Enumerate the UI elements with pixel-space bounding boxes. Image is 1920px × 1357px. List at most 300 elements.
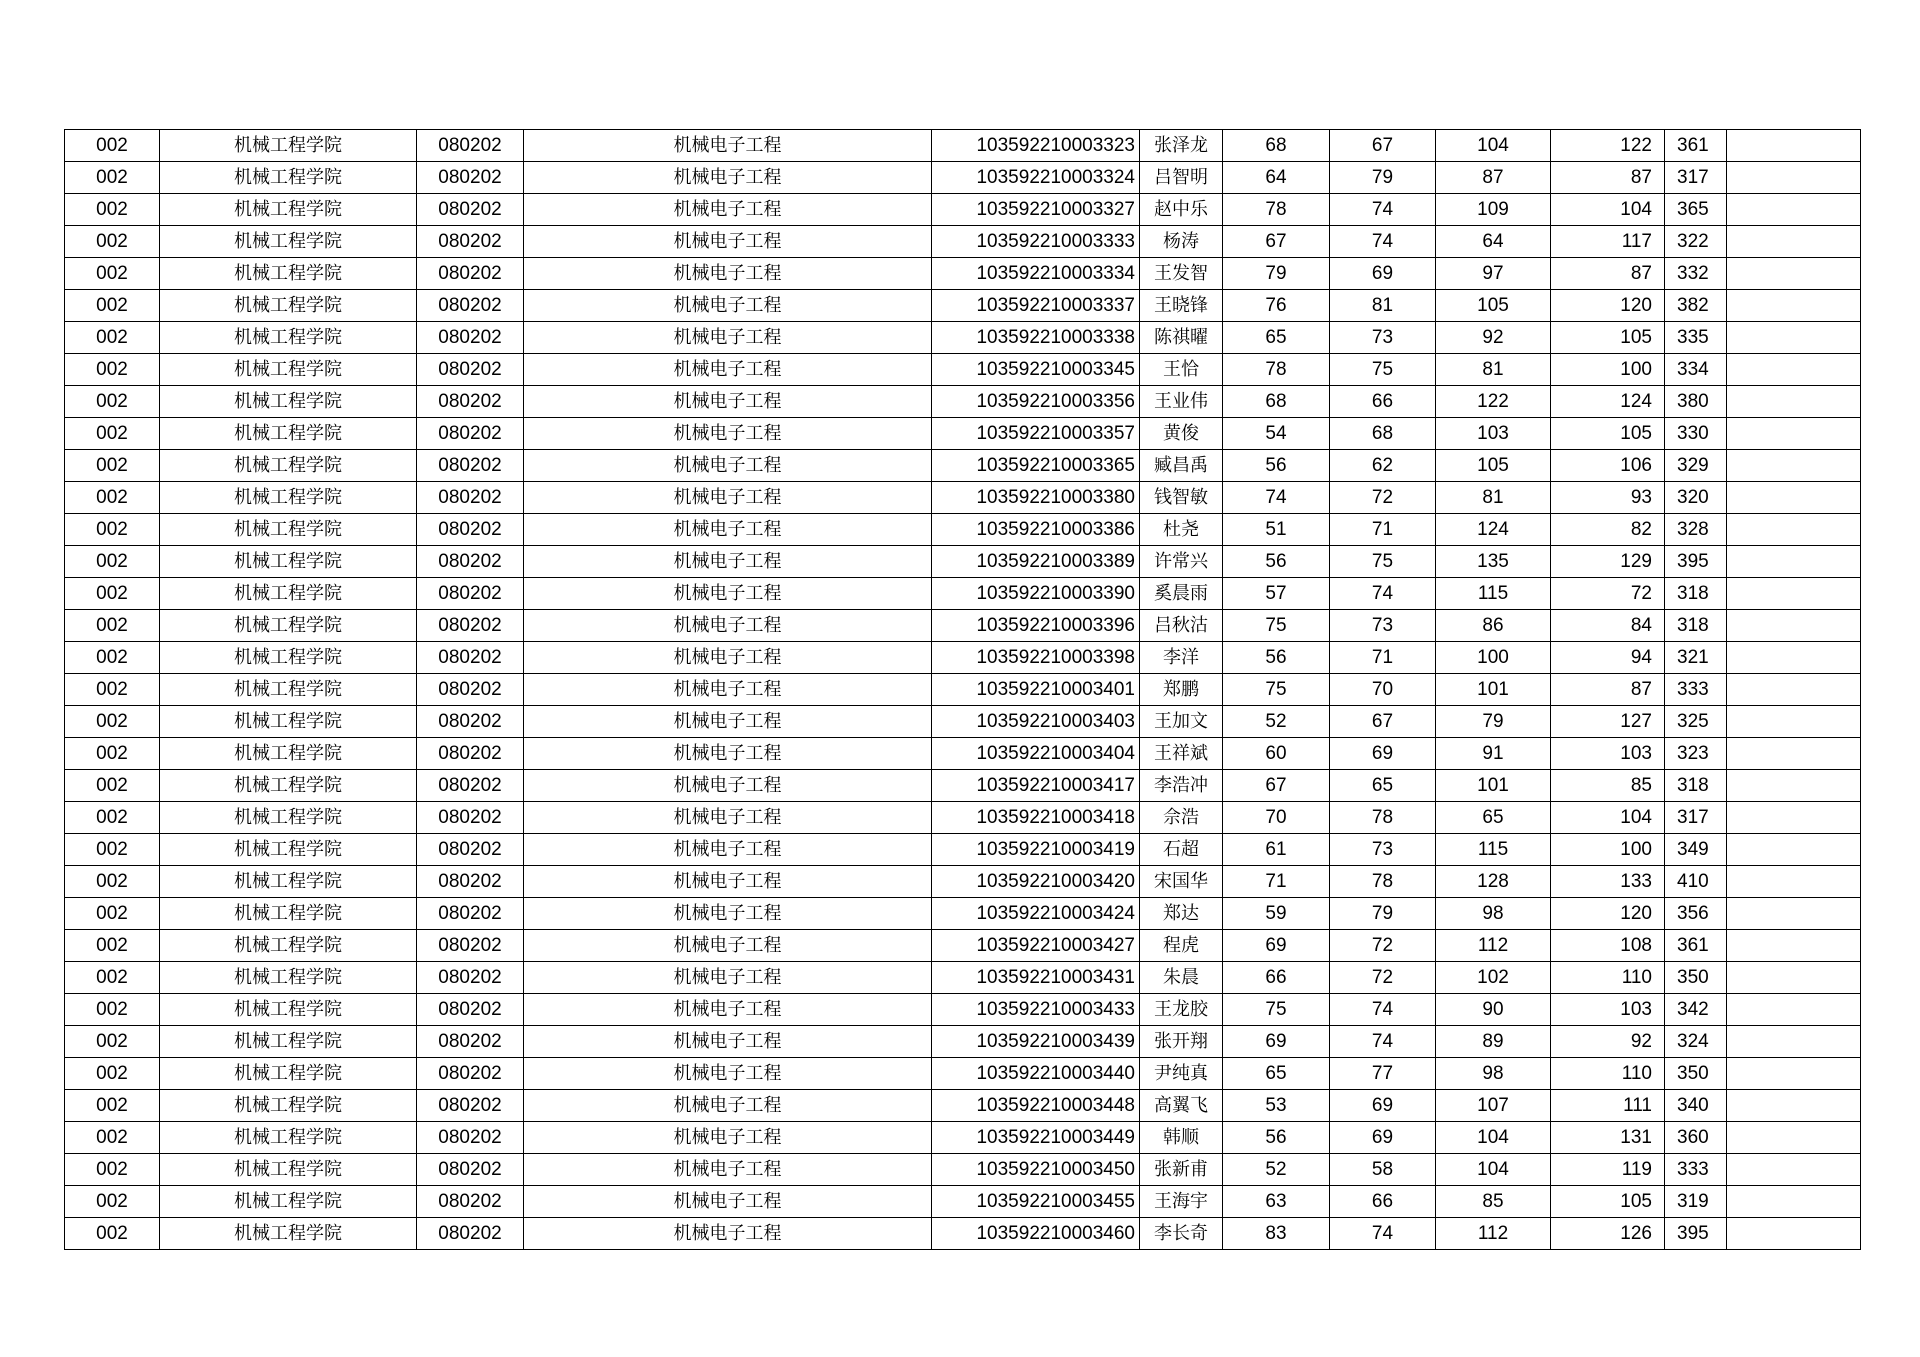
remark-cell bbox=[1727, 290, 1861, 322]
table-row bbox=[65, 1090, 1861, 1122]
student-name-cell: 高翼飞 bbox=[1140, 1090, 1223, 1122]
exam-id-cell: 103592210003380 bbox=[932, 482, 1140, 514]
exam-id-cell: 103592210003403 bbox=[932, 706, 1140, 738]
dept-code-cell: 002 bbox=[65, 994, 160, 1026]
student-name-cell: 佘浩 bbox=[1140, 802, 1223, 834]
major-name-cell: 机械电子工程 bbox=[524, 1026, 932, 1058]
subject1-score-cell: 124 bbox=[1436, 514, 1551, 546]
major-name-cell: 机械电子工程 bbox=[524, 1122, 932, 1154]
subject2-score-cell: 108 bbox=[1551, 930, 1665, 962]
dept-code-cell: 002 bbox=[65, 386, 160, 418]
subject2-score-cell: 133 bbox=[1551, 866, 1665, 898]
major-name-cell: 机械电子工程 bbox=[524, 610, 932, 642]
total-score-cell: 329 bbox=[1665, 450, 1727, 482]
major-code-cell: 080202 bbox=[417, 738, 524, 770]
score-table-body bbox=[65, 130, 1861, 1250]
total-score-cell: 395 bbox=[1665, 546, 1727, 578]
dept-name-cell: 机械工程学院 bbox=[160, 290, 417, 322]
total-score-cell: 395 bbox=[1665, 1218, 1727, 1250]
major-name-cell: 机械电子工程 bbox=[524, 450, 932, 482]
subject2-score-cell: 87 bbox=[1551, 258, 1665, 290]
exam-id-cell: 103592210003327 bbox=[932, 194, 1140, 226]
major-name-cell: 机械电子工程 bbox=[524, 482, 932, 514]
dept-code-cell: 002 bbox=[65, 770, 160, 802]
major-name-cell: 机械电子工程 bbox=[524, 162, 932, 194]
remark-cell bbox=[1727, 1186, 1861, 1218]
student-name-cell: 吕智明 bbox=[1140, 162, 1223, 194]
exam-id-cell: 103592210003427 bbox=[932, 930, 1140, 962]
dept-code-cell: 002 bbox=[65, 898, 160, 930]
exam-id-cell: 103592210003324 bbox=[932, 162, 1140, 194]
exam-id-cell: 103592210003449 bbox=[932, 1122, 1140, 1154]
dept-name-cell: 机械工程学院 bbox=[160, 194, 417, 226]
major-name-cell: 机械电子工程 bbox=[524, 194, 932, 226]
subject1-score-cell: 109 bbox=[1436, 194, 1551, 226]
remark-cell bbox=[1727, 642, 1861, 674]
subject1-score-cell: 79 bbox=[1436, 706, 1551, 738]
language-score-cell: 65 bbox=[1330, 770, 1436, 802]
total-score-cell: 321 bbox=[1665, 642, 1727, 674]
politics-score-cell: 83 bbox=[1223, 1218, 1330, 1250]
subject1-score-cell: 107 bbox=[1436, 1090, 1551, 1122]
language-score-cell: 73 bbox=[1330, 834, 1436, 866]
dept-code-cell: 002 bbox=[65, 1090, 160, 1122]
dept-name-cell: 机械工程学院 bbox=[160, 1122, 417, 1154]
remark-cell bbox=[1727, 866, 1861, 898]
total-score-cell: 319 bbox=[1665, 1186, 1727, 1218]
table-row bbox=[65, 642, 1861, 674]
total-score-cell: 330 bbox=[1665, 418, 1727, 450]
student-name-cell: 朱晨 bbox=[1140, 962, 1223, 994]
dept-name-cell: 机械工程学院 bbox=[160, 738, 417, 770]
subject1-score-cell: 92 bbox=[1436, 322, 1551, 354]
politics-score-cell: 67 bbox=[1223, 770, 1330, 802]
exam-id-cell: 103592210003439 bbox=[932, 1026, 1140, 1058]
total-score-cell: 365 bbox=[1665, 194, 1727, 226]
dept-code-cell: 002 bbox=[65, 418, 160, 450]
politics-score-cell: 54 bbox=[1223, 418, 1330, 450]
exam-id-cell: 103592210003455 bbox=[932, 1186, 1140, 1218]
dept-code-cell: 002 bbox=[65, 290, 160, 322]
politics-score-cell: 60 bbox=[1223, 738, 1330, 770]
major-name-cell: 机械电子工程 bbox=[524, 770, 932, 802]
student-name-cell: 李洋 bbox=[1140, 642, 1223, 674]
major-code-cell: 080202 bbox=[417, 1026, 524, 1058]
student-name-cell: 尹纯真 bbox=[1140, 1058, 1223, 1090]
dept-name-cell: 机械工程学院 bbox=[160, 1090, 417, 1122]
table-row bbox=[65, 130, 1861, 162]
major-code-cell: 080202 bbox=[417, 162, 524, 194]
major-code-cell: 080202 bbox=[417, 1218, 524, 1250]
major-code-cell: 080202 bbox=[417, 866, 524, 898]
subject2-score-cell: 110 bbox=[1551, 1058, 1665, 1090]
remark-cell bbox=[1727, 386, 1861, 418]
remark-cell bbox=[1727, 578, 1861, 610]
subject2-score-cell: 122 bbox=[1551, 130, 1665, 162]
table-row bbox=[65, 1026, 1861, 1058]
exam-id-cell: 103592210003419 bbox=[932, 834, 1140, 866]
dept-code-cell: 002 bbox=[65, 1218, 160, 1250]
major-code-cell: 080202 bbox=[417, 706, 524, 738]
major-name-cell: 机械电子工程 bbox=[524, 578, 932, 610]
table-row bbox=[65, 418, 1861, 450]
major-code-cell: 080202 bbox=[417, 642, 524, 674]
remark-cell bbox=[1727, 450, 1861, 482]
major-code-cell: 080202 bbox=[417, 610, 524, 642]
dept-name-cell: 机械工程学院 bbox=[160, 1154, 417, 1186]
language-score-cell: 69 bbox=[1330, 1122, 1436, 1154]
total-score-cell: 324 bbox=[1665, 1026, 1727, 1058]
language-score-cell: 74 bbox=[1330, 194, 1436, 226]
subject1-score-cell: 85 bbox=[1436, 1186, 1551, 1218]
remark-cell bbox=[1727, 898, 1861, 930]
table-row bbox=[65, 514, 1861, 546]
subject1-score-cell: 101 bbox=[1436, 674, 1551, 706]
student-name-cell: 宋国华 bbox=[1140, 866, 1223, 898]
dept-name-cell: 机械工程学院 bbox=[160, 1218, 417, 1250]
remark-cell bbox=[1727, 194, 1861, 226]
dept-code-cell: 002 bbox=[65, 130, 160, 162]
total-score-cell: 382 bbox=[1665, 290, 1727, 322]
exam-id-cell: 103592210003424 bbox=[932, 898, 1140, 930]
major-code-cell: 080202 bbox=[417, 1090, 524, 1122]
subject1-score-cell: 104 bbox=[1436, 130, 1551, 162]
dept-name-cell: 机械工程学院 bbox=[160, 1186, 417, 1218]
politics-score-cell: 71 bbox=[1223, 866, 1330, 898]
subject2-score-cell: 127 bbox=[1551, 706, 1665, 738]
student-name-cell: 奚晨雨 bbox=[1140, 578, 1223, 610]
major-name-cell: 机械电子工程 bbox=[524, 226, 932, 258]
table-row bbox=[65, 866, 1861, 898]
major-code-cell: 080202 bbox=[417, 1122, 524, 1154]
remark-cell bbox=[1727, 162, 1861, 194]
subject1-score-cell: 86 bbox=[1436, 610, 1551, 642]
major-name-cell: 机械电子工程 bbox=[524, 866, 932, 898]
dept-code-cell: 002 bbox=[65, 834, 160, 866]
major-code-cell: 080202 bbox=[417, 1186, 524, 1218]
exam-id-cell: 103592210003365 bbox=[932, 450, 1140, 482]
dept-code-cell: 002 bbox=[65, 1026, 160, 1058]
subject2-score-cell: 110 bbox=[1551, 962, 1665, 994]
politics-score-cell: 75 bbox=[1223, 994, 1330, 1026]
subject1-score-cell: 122 bbox=[1436, 386, 1551, 418]
subject1-score-cell: 105 bbox=[1436, 290, 1551, 322]
language-score-cell: 73 bbox=[1330, 610, 1436, 642]
language-score-cell: 81 bbox=[1330, 290, 1436, 322]
total-score-cell: 320 bbox=[1665, 482, 1727, 514]
dept-code-cell: 002 bbox=[65, 962, 160, 994]
dept-name-cell: 机械工程学院 bbox=[160, 994, 417, 1026]
language-score-cell: 58 bbox=[1330, 1154, 1436, 1186]
student-name-cell: 杨涛 bbox=[1140, 226, 1223, 258]
exam-id-cell: 103592210003448 bbox=[932, 1090, 1140, 1122]
subject1-score-cell: 90 bbox=[1436, 994, 1551, 1026]
major-name-cell: 机械电子工程 bbox=[524, 546, 932, 578]
language-score-cell: 74 bbox=[1330, 994, 1436, 1026]
subject1-score-cell: 104 bbox=[1436, 1122, 1551, 1154]
major-name-cell: 机械电子工程 bbox=[524, 834, 932, 866]
dept-name-cell: 机械工程学院 bbox=[160, 706, 417, 738]
remark-cell bbox=[1727, 1122, 1861, 1154]
language-score-cell: 79 bbox=[1330, 162, 1436, 194]
politics-score-cell: 70 bbox=[1223, 802, 1330, 834]
remark-cell bbox=[1727, 770, 1861, 802]
exam-id-cell: 103592210003389 bbox=[932, 546, 1140, 578]
politics-score-cell: 69 bbox=[1223, 930, 1330, 962]
dept-name-cell: 机械工程学院 bbox=[160, 802, 417, 834]
language-score-cell: 79 bbox=[1330, 898, 1436, 930]
dept-code-cell: 002 bbox=[65, 866, 160, 898]
dept-code-cell: 002 bbox=[65, 1058, 160, 1090]
language-score-cell: 66 bbox=[1330, 386, 1436, 418]
dept-code-cell: 002 bbox=[65, 322, 160, 354]
table-row bbox=[65, 1122, 1861, 1154]
table-row bbox=[65, 770, 1861, 802]
major-name-cell: 机械电子工程 bbox=[524, 898, 932, 930]
dept-code-cell: 002 bbox=[65, 546, 160, 578]
dept-name-cell: 机械工程学院 bbox=[160, 898, 417, 930]
language-score-cell: 72 bbox=[1330, 482, 1436, 514]
table-row bbox=[65, 482, 1861, 514]
remark-cell bbox=[1727, 706, 1861, 738]
dept-name-cell: 机械工程学院 bbox=[160, 1058, 417, 1090]
remark-cell bbox=[1727, 1058, 1861, 1090]
exam-id-cell: 103592210003420 bbox=[932, 866, 1140, 898]
politics-score-cell: 56 bbox=[1223, 1122, 1330, 1154]
total-score-cell: 361 bbox=[1665, 130, 1727, 162]
exam-id-cell: 103592210003418 bbox=[932, 802, 1140, 834]
student-name-cell: 王晓锋 bbox=[1140, 290, 1223, 322]
dept-name-cell: 机械工程学院 bbox=[160, 226, 417, 258]
total-score-cell: 361 bbox=[1665, 930, 1727, 962]
language-score-cell: 78 bbox=[1330, 802, 1436, 834]
major-code-cell: 080202 bbox=[417, 674, 524, 706]
table-row bbox=[65, 1218, 1861, 1250]
student-name-cell: 杜尧 bbox=[1140, 514, 1223, 546]
student-name-cell: 李长奇 bbox=[1140, 1218, 1223, 1250]
language-score-cell: 74 bbox=[1330, 1218, 1436, 1250]
politics-score-cell: 61 bbox=[1223, 834, 1330, 866]
dept-code-cell: 002 bbox=[65, 738, 160, 770]
language-score-cell: 71 bbox=[1330, 514, 1436, 546]
dept-name-cell: 机械工程学院 bbox=[160, 770, 417, 802]
remark-cell bbox=[1727, 674, 1861, 706]
major-code-cell: 080202 bbox=[417, 386, 524, 418]
major-name-cell: 机械电子工程 bbox=[524, 706, 932, 738]
subject1-score-cell: 101 bbox=[1436, 770, 1551, 802]
politics-score-cell: 68 bbox=[1223, 130, 1330, 162]
language-score-cell: 69 bbox=[1330, 738, 1436, 770]
remark-cell bbox=[1727, 322, 1861, 354]
table-row bbox=[65, 898, 1861, 930]
major-code-cell: 080202 bbox=[417, 834, 524, 866]
table-row bbox=[65, 450, 1861, 482]
table-row bbox=[65, 162, 1861, 194]
table-row bbox=[65, 1186, 1861, 1218]
table-row bbox=[65, 354, 1861, 386]
language-score-cell: 69 bbox=[1330, 258, 1436, 290]
remark-cell bbox=[1727, 1218, 1861, 1250]
major-name-cell: 机械电子工程 bbox=[524, 514, 932, 546]
subject1-score-cell: 103 bbox=[1436, 418, 1551, 450]
subject2-score-cell: 106 bbox=[1551, 450, 1665, 482]
major-code-cell: 080202 bbox=[417, 770, 524, 802]
subject1-score-cell: 115 bbox=[1436, 578, 1551, 610]
politics-score-cell: 56 bbox=[1223, 450, 1330, 482]
major-name-cell: 机械电子工程 bbox=[524, 322, 932, 354]
dept-name-cell: 机械工程学院 bbox=[160, 834, 417, 866]
subject2-score-cell: 72 bbox=[1551, 578, 1665, 610]
dept-code-cell: 002 bbox=[65, 482, 160, 514]
major-code-cell: 080202 bbox=[417, 418, 524, 450]
student-name-cell: 王发智 bbox=[1140, 258, 1223, 290]
subject2-score-cell: 100 bbox=[1551, 354, 1665, 386]
table-row bbox=[65, 290, 1861, 322]
exam-id-cell: 103592210003401 bbox=[932, 674, 1140, 706]
politics-score-cell: 69 bbox=[1223, 1026, 1330, 1058]
subject1-score-cell: 102 bbox=[1436, 962, 1551, 994]
politics-score-cell: 74 bbox=[1223, 482, 1330, 514]
exam-id-cell: 103592210003460 bbox=[932, 1218, 1140, 1250]
subject2-score-cell: 93 bbox=[1551, 482, 1665, 514]
dept-code-cell: 002 bbox=[65, 642, 160, 674]
dept-code-cell: 002 bbox=[65, 354, 160, 386]
subject2-score-cell: 104 bbox=[1551, 194, 1665, 226]
table-row bbox=[65, 546, 1861, 578]
table-row bbox=[65, 802, 1861, 834]
major-name-cell: 机械电子工程 bbox=[524, 674, 932, 706]
major-name-cell: 机械电子工程 bbox=[524, 738, 932, 770]
total-score-cell: 318 bbox=[1665, 610, 1727, 642]
remark-cell bbox=[1727, 1090, 1861, 1122]
table-row bbox=[65, 930, 1861, 962]
major-name-cell: 机械电子工程 bbox=[524, 1186, 932, 1218]
exam-id-cell: 103592210003323 bbox=[932, 130, 1140, 162]
remark-cell bbox=[1727, 226, 1861, 258]
dept-name-cell: 机械工程学院 bbox=[160, 578, 417, 610]
politics-score-cell: 56 bbox=[1223, 546, 1330, 578]
table-row bbox=[65, 674, 1861, 706]
major-name-cell: 机械电子工程 bbox=[524, 1218, 932, 1250]
major-name-cell: 机械电子工程 bbox=[524, 1154, 932, 1186]
table-row bbox=[65, 194, 1861, 226]
total-score-cell: 333 bbox=[1665, 1154, 1727, 1186]
remark-cell bbox=[1727, 962, 1861, 994]
dept-code-cell: 002 bbox=[65, 514, 160, 546]
total-score-cell: 342 bbox=[1665, 994, 1727, 1026]
subject2-score-cell: 103 bbox=[1551, 994, 1665, 1026]
exam-id-cell: 103592210003417 bbox=[932, 770, 1140, 802]
dept-code-cell: 002 bbox=[65, 930, 160, 962]
subject2-score-cell: 105 bbox=[1551, 418, 1665, 450]
dept-name-cell: 机械工程学院 bbox=[160, 386, 417, 418]
major-code-cell: 080202 bbox=[417, 802, 524, 834]
student-name-cell: 王海宇 bbox=[1140, 1186, 1223, 1218]
student-name-cell: 赵中乐 bbox=[1140, 194, 1223, 226]
politics-score-cell: 76 bbox=[1223, 290, 1330, 322]
total-score-cell: 317 bbox=[1665, 162, 1727, 194]
exam-id-cell: 103592210003334 bbox=[932, 258, 1140, 290]
dept-name-cell: 机械工程学院 bbox=[160, 642, 417, 674]
subject2-score-cell: 92 bbox=[1551, 1026, 1665, 1058]
dept-name-cell: 机械工程学院 bbox=[160, 322, 417, 354]
dept-name-cell: 机械工程学院 bbox=[160, 514, 417, 546]
dept-name-cell: 机械工程学院 bbox=[160, 1026, 417, 1058]
dept-name-cell: 机械工程学院 bbox=[160, 162, 417, 194]
dept-name-cell: 机械工程学院 bbox=[160, 418, 417, 450]
major-name-cell: 机械电子工程 bbox=[524, 290, 932, 322]
subject1-score-cell: 100 bbox=[1436, 642, 1551, 674]
subject1-score-cell: 64 bbox=[1436, 226, 1551, 258]
politics-score-cell: 75 bbox=[1223, 674, 1330, 706]
politics-score-cell: 66 bbox=[1223, 962, 1330, 994]
politics-score-cell: 53 bbox=[1223, 1090, 1330, 1122]
subject2-score-cell: 117 bbox=[1551, 226, 1665, 258]
language-score-cell: 72 bbox=[1330, 930, 1436, 962]
major-code-cell: 080202 bbox=[417, 482, 524, 514]
exam-id-cell: 103592210003345 bbox=[932, 354, 1140, 386]
subject1-score-cell: 105 bbox=[1436, 450, 1551, 482]
language-score-cell: 67 bbox=[1330, 706, 1436, 738]
major-name-cell: 机械电子工程 bbox=[524, 386, 932, 418]
remark-cell bbox=[1727, 834, 1861, 866]
politics-score-cell: 65 bbox=[1223, 1058, 1330, 1090]
subject2-score-cell: 129 bbox=[1551, 546, 1665, 578]
language-score-cell: 75 bbox=[1330, 546, 1436, 578]
subject2-score-cell: 100 bbox=[1551, 834, 1665, 866]
major-name-cell: 机械电子工程 bbox=[524, 1090, 932, 1122]
table-row bbox=[65, 1058, 1861, 1090]
language-score-cell: 74 bbox=[1330, 578, 1436, 610]
major-name-cell: 机械电子工程 bbox=[524, 354, 932, 386]
major-code-cell: 080202 bbox=[417, 1154, 524, 1186]
language-score-cell: 74 bbox=[1330, 226, 1436, 258]
dept-name-cell: 机械工程学院 bbox=[160, 130, 417, 162]
total-score-cell: 328 bbox=[1665, 514, 1727, 546]
subject2-score-cell: 87 bbox=[1551, 674, 1665, 706]
language-score-cell: 69 bbox=[1330, 1090, 1436, 1122]
table-row bbox=[65, 258, 1861, 290]
language-score-cell: 77 bbox=[1330, 1058, 1436, 1090]
major-code-cell: 080202 bbox=[417, 898, 524, 930]
subject2-score-cell: 126 bbox=[1551, 1218, 1665, 1250]
language-score-cell: 73 bbox=[1330, 322, 1436, 354]
total-score-cell: 332 bbox=[1665, 258, 1727, 290]
student-name-cell: 王恰 bbox=[1140, 354, 1223, 386]
major-code-cell: 080202 bbox=[417, 450, 524, 482]
remark-cell bbox=[1727, 482, 1861, 514]
politics-score-cell: 52 bbox=[1223, 1154, 1330, 1186]
total-score-cell: 334 bbox=[1665, 354, 1727, 386]
dept-name-cell: 机械工程学院 bbox=[160, 546, 417, 578]
student-name-cell: 钱智敏 bbox=[1140, 482, 1223, 514]
table-row bbox=[65, 994, 1861, 1026]
subject2-score-cell: 105 bbox=[1551, 1186, 1665, 1218]
table-row bbox=[65, 322, 1861, 354]
student-name-cell: 郑达 bbox=[1140, 898, 1223, 930]
major-name-cell: 机械电子工程 bbox=[524, 130, 932, 162]
subject1-score-cell: 112 bbox=[1436, 930, 1551, 962]
total-score-cell: 318 bbox=[1665, 578, 1727, 610]
major-name-cell: 机械电子工程 bbox=[524, 258, 932, 290]
remark-cell bbox=[1727, 418, 1861, 450]
exam-id-cell: 103592210003333 bbox=[932, 226, 1140, 258]
language-score-cell: 75 bbox=[1330, 354, 1436, 386]
dept-name-cell: 机械工程学院 bbox=[160, 930, 417, 962]
politics-score-cell: 64 bbox=[1223, 162, 1330, 194]
subject1-score-cell: 115 bbox=[1436, 834, 1551, 866]
student-name-cell: 王加文 bbox=[1140, 706, 1223, 738]
